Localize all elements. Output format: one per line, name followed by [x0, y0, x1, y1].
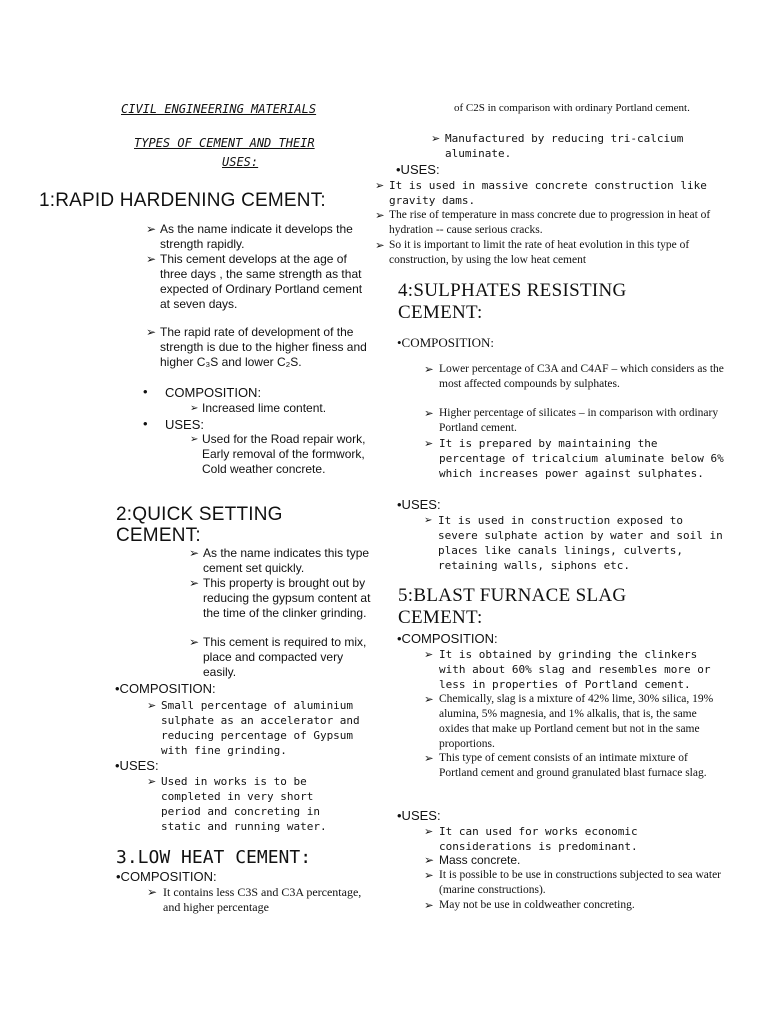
list-item: ➢ Increased lime content. [190, 401, 327, 415]
dot-bullet-icon: • [143, 416, 148, 431]
uses-label: •USES: [396, 162, 440, 177]
arrow-bullet-icon: ➢ [147, 885, 158, 899]
arrow-bullet-icon: ➢ [147, 775, 157, 788]
list-item: ➢ Chemically, slag is a mixture of 42% lime, 30% silica, 19% alumina, 5% magnesia, and 1% alkalis, that is, the same oxides that make up Portland cement but not in the same proportions. [424, 692, 714, 750]
uses-label: USES: [165, 417, 205, 432]
arrow-bullet-icon: ➢ [146, 222, 157, 236]
list-item: ➢ The rapid rate of development of the strength is due to the higher finess and higher C₃S and lower C₂S. [146, 325, 367, 369]
arrow-bullet-icon: ➢ [189, 576, 200, 590]
arrow-bullet-icon: ➢ [146, 325, 157, 339]
list-item: ➢ It is used in construction exposed to severe sulphate action by water and soil in places like canals linings, culverts, retaining walls, siphons etc. [424, 514, 723, 572]
heading-sulphate-line1: 4:SULPHATES RESISTING [398, 280, 627, 301]
arrow-bullet-icon: ➢ [190, 403, 199, 414]
arrow-bullet-icon: ➢ [424, 898, 434, 912]
list-item: ➢ Used for the Road repair work, Early removal of the formwork, Cold weather concrete. [190, 432, 366, 476]
arrow-bullet-icon: ➢ [424, 868, 434, 882]
list-item: ➢ May not be use in coldweather concreting. [424, 898, 635, 912]
arrow-bullet-icon: ➢ [424, 515, 433, 526]
heading-low-heat: 3.LOW HEAT CEMENT: [116, 847, 312, 868]
heading-quick-setting-line1: 2:QUICK SETTING [116, 504, 283, 525]
composition-label: •COMPOSITION: [115, 681, 216, 696]
heading-slag-line2: CEMENT: [398, 607, 483, 628]
list-item: ➢ This type of cement consists of an intimate mixture of Portland cement and ground granulated blast furnace slag. [424, 751, 707, 779]
arrow-bullet-icon: ➢ [424, 853, 435, 867]
list-item: ➢ This cement is required to mix, place and compacted very easily. [189, 635, 367, 679]
arrow-bullet-icon: ➢ [189, 635, 200, 649]
arrow-bullet-icon: ➢ [147, 699, 157, 712]
uses-label: •USES: [397, 497, 441, 512]
list-item: ➢ As the name indicates this type cement set quickly. [189, 546, 370, 575]
arrow-bullet-icon: ➢ [424, 692, 434, 706]
list-item: ➢ Used in works is to be completed in very short period and concreting in static and running water. [147, 775, 327, 833]
arrow-bullet-icon: ➢ [431, 132, 441, 145]
list-item: ➢ The rise of temperature in mass concrete due to progression in heat of hydration -- cause serious cracks. [375, 208, 711, 236]
arrow-bullet-icon: ➢ [424, 751, 434, 765]
list-item: ➢ It is possible to be use in constructions subjected to sea water (marine constructions). [424, 868, 722, 896]
arrow-bullet-icon: ➢ [375, 208, 385, 222]
arrow-bullet-icon: ➢ [190, 434, 199, 445]
list-item: ➢ Mass concrete. [424, 853, 521, 867]
dot-bullet-icon: • [143, 384, 148, 399]
list-item: ➢ So it is important to limit the rate of heat evolution in this type of construction, by using the low heat cement [375, 238, 690, 266]
composition-label: •COMPOSITION: [397, 631, 498, 646]
arrow-bullet-icon: ➢ [146, 252, 157, 266]
heading-quick-setting-line2: CEMENT: [116, 525, 201, 546]
heading-sulphate-line2: CEMENT: [398, 302, 483, 323]
heading-rapid-hardening: 1:RAPID HARDENING CEMENT: [39, 190, 326, 211]
arrow-bullet-icon: ➢ [424, 437, 434, 450]
list-item: ➢ It is prepared by maintaining the percentage of tricalcium aluminate below 6% which increases power against sulphates. [424, 437, 724, 480]
composition-label: •COMPOSITION: [397, 335, 495, 350]
course-title: CIVIL ENGINEERING MATERIALS [121, 102, 317, 116]
arrow-bullet-icon: ➢ [424, 825, 434, 838]
arrow-bullet-icon: ➢ [424, 406, 434, 420]
uses-label: •USES: [397, 808, 441, 823]
heading-slag-line1: 5:BLAST FURNACE SLAG [398, 585, 627, 606]
topic-title-line2: USES: [222, 155, 259, 169]
list-item: ➢ It is used in massive concrete construction like gravity dams. [375, 179, 707, 207]
list-item: ➢ It contains less C3S and C3A percentage, and higher percentage [147, 885, 362, 914]
list-item: ➢ Small percentage of aluminium sulphate as an accelerator and reducing percentage of Gypsum with fine grinding. [147, 699, 360, 757]
arrow-bullet-icon: ➢ [375, 179, 385, 192]
topic-title-line1: TYPES OF CEMENT AND THEIR [134, 136, 315, 150]
list-item: ➢ It is obtained by grinding the clinkers with about 60% slag and resembles more or less in properties of Portland cement. [424, 648, 711, 691]
arrow-bullet-icon: ➢ [424, 648, 434, 661]
list-item: ➢ This cement develops at the age of three days , the same strength as that expected of Ordinary Portland cement at seven days. [146, 252, 363, 311]
composition-label: COMPOSITION: [165, 385, 262, 400]
list-item: ➢ Higher percentage of silicates – in comparison with ordinary Portland cement. [424, 406, 719, 434]
uses-label: •USES: [115, 758, 159, 773]
arrow-bullet-icon: ➢ [424, 362, 434, 376]
list-item: ➢ This property is brought out by reducing the gypsum content at the time of the clinker grinding. [189, 576, 371, 620]
arrow-bullet-icon: ➢ [375, 238, 385, 252]
list-item-continued: of C2S in comparison with ordinary Portland cement. [454, 102, 690, 114]
list-item: ➢ Lower percentage of C3A and C4AF – which considers as the most affected compounds by sulphates. [424, 362, 724, 390]
list-item: ➢ Manufactured by reducing tri-calcium aluminate. [431, 132, 684, 160]
list-item: ➢ It can used for works economic considerations is predominant. [424, 825, 638, 853]
list-item: ➢ As the name indicate it develops the strength rapidly. [146, 222, 353, 251]
arrow-bullet-icon: ➢ [189, 546, 200, 560]
composition-label: •COMPOSITION: [116, 869, 217, 884]
